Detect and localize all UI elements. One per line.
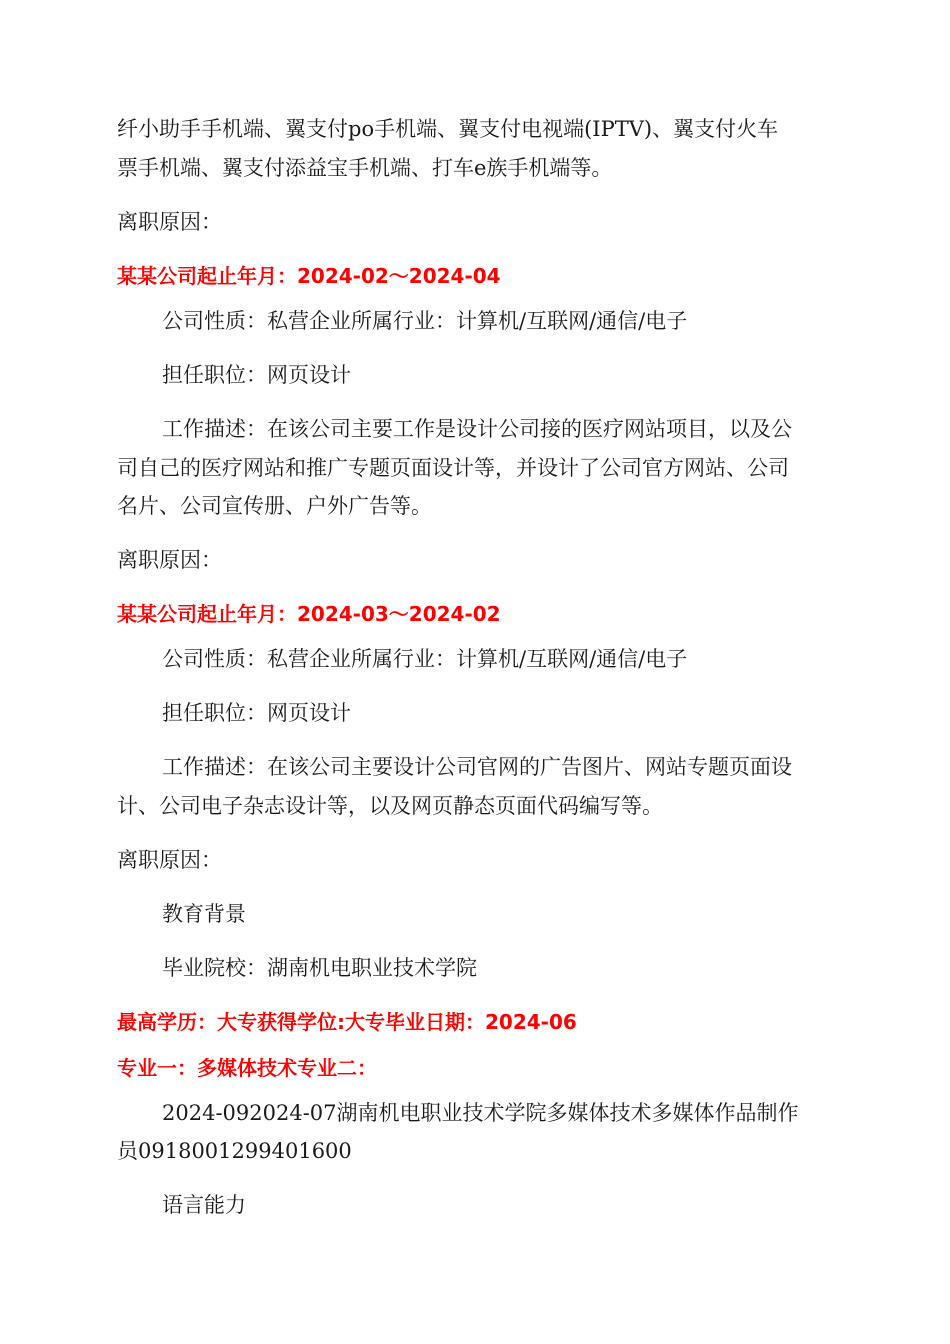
job-title-line: 担任职位：网页设计 <box>162 701 351 725</box>
job-description-line: 计、公司电子杂志设计等，以及网页静态页面代码编写等。 <box>117 794 663 818</box>
job-description-line: 司自己的医疗网站和推广专题页面设计等，并设计了公司官方网站、公司 <box>117 456 789 480</box>
education-section-title: 教育背景 <box>162 902 246 926</box>
leave-reason-label: 离职原因： <box>117 548 222 572</box>
education-record-line: 2024-092024-07湖南机电职业技术学院多媒体技术多媒体作品制作 <box>162 1101 799 1125</box>
company-nature-line: 公司性质：私营企业所属行业：计算机/互联网/通信/电子 <box>162 309 688 333</box>
paragraph-line: 票手机端、翼支付添益宝手机端、打车e族手机端等。 <box>117 156 613 180</box>
paragraph-line: 纤小助手手机端、翼支付po手机端、翼支付电视端(IPTV)、翼支付火车 <box>117 117 779 141</box>
job-description-line: 工作描述：在该公司主要工作是设计公司接的医疗网站项目，以及公 <box>162 417 792 441</box>
job-period-heading: 某某公司起止年月：2024-03～2024-02 <box>117 602 501 626</box>
school-line: 毕业院校：湖南机电职业技术学院 <box>162 956 477 980</box>
major-heading: 专业一：多媒体技术专业二： <box>117 1056 377 1080</box>
company-nature-line: 公司性质：私营企业所属行业：计算机/互联网/通信/电子 <box>162 647 688 671</box>
job-description-line: 名片、公司宣传册、户外广告等。 <box>117 494 432 518</box>
leave-reason-label: 离职原因： <box>117 848 222 872</box>
degree-heading: 最高学历：大专获得学位:大专毕业日期：2024-06 <box>117 1010 577 1034</box>
education-record-line: 员0918001299401600 <box>117 1139 352 1163</box>
job-period-heading: 某某公司起止年月：2024-02～2024-04 <box>117 264 501 288</box>
job-title-line: 担任职位：网页设计 <box>162 363 351 387</box>
language-section-title: 语言能力 <box>162 1193 246 1217</box>
leave-reason-label: 离职原因： <box>117 210 222 234</box>
job-description-line: 工作描述：在该公司主要设计公司官网的广告图片、网站专题页面设 <box>162 755 792 779</box>
